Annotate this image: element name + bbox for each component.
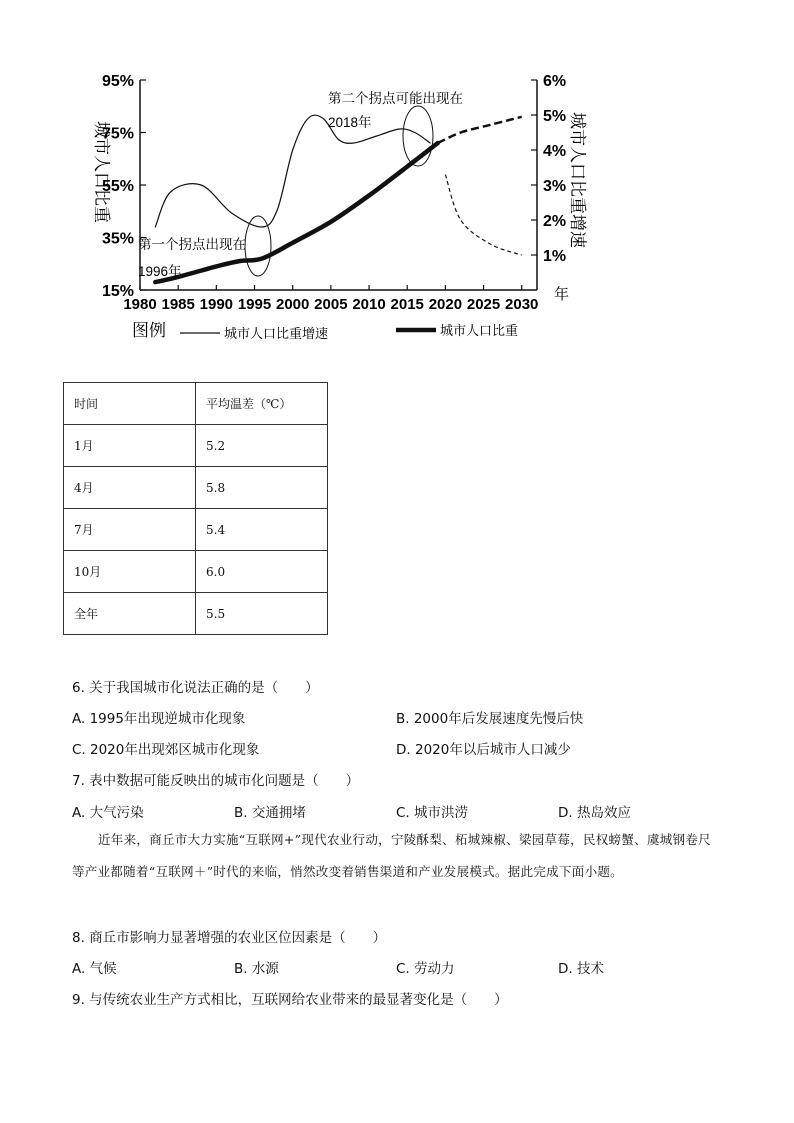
right-tick-label: 6% <box>543 73 567 90</box>
table-row <box>64 593 328 635</box>
legend-title: 图例 <box>132 321 166 340</box>
annotation-2-line1: 第二个拐点可能出现在 <box>328 91 463 106</box>
question-7-stem: 7. 表中数据可能反映出的城市化问题是（ ） <box>72 773 360 789</box>
question-6-option-c: C. 2020年出现郊区城市化现象 <box>72 742 260 758</box>
question-8-option-b: B. 水源 <box>234 961 279 977</box>
legend-thin-label: 城市人口比重增速 <box>224 326 329 341</box>
table-header-cell: 时间 <box>64 383 196 425</box>
question-8-stem: 8. 商丘市影响力显著增强的农业区位因素是（ ） <box>72 930 387 946</box>
x-tick-label: 2005 <box>314 296 348 313</box>
table-row <box>64 551 328 593</box>
table-cell: 6.0 <box>196 551 328 593</box>
table-cell: 7月 <box>64 509 196 551</box>
annotation-1-line2: 1996年 <box>138 264 182 279</box>
table-cell: 10月 <box>64 551 196 593</box>
urbanization-chart <box>60 60 620 350</box>
x-tick-label: 2015 <box>390 296 424 313</box>
urban-share-projection <box>438 117 522 143</box>
left-tick-label: 75% <box>101 125 134 143</box>
right-axis-label: 城市人口比重增速 <box>568 112 587 248</box>
question-8-option-d: D. 技术 <box>558 961 604 977</box>
x-tick-label: 1990 <box>199 296 234 313</box>
x-tick-label: 2000 <box>276 296 310 313</box>
reading-passage: 近年来，商丘市大力实施“互联网+”现代农业行动，宁陵酥梨、柘城辣椒、梁园草莓，民权螃蟹、虞城钢卷尺等产业都随着“互联网＋”时代的来临，悄然改变着销售渠道和产业发展模式。据此完成下面小题。 <box>72 832 711 879</box>
x-tick-label: 1980 <box>123 296 157 313</box>
urban-growth-projection <box>445 175 521 256</box>
table-cell: 5.8 <box>196 467 328 509</box>
inflection-circle-1 <box>245 216 271 276</box>
table-cell: 5.4 <box>196 509 328 551</box>
left-tick-label: 95% <box>101 73 134 90</box>
table-row <box>64 467 328 509</box>
x-tick-label: 1995 <box>237 296 272 313</box>
x-tick-label: 2030 <box>505 296 539 313</box>
question-8-option-a: A. 气候 <box>72 961 117 977</box>
question-8-option-c: C. 劳动力 <box>396 961 455 977</box>
chart-legend <box>132 321 518 341</box>
annotation-1-line1: 第一个拐点出现在 <box>138 237 246 252</box>
urban-growth-line <box>155 115 430 227</box>
x-unit-label: 年 <box>554 286 570 303</box>
table-cell: 5.5 <box>196 593 328 635</box>
question-6-option-d: D. 2020年以后城市人口减少 <box>396 742 571 758</box>
question-7-option-c: C. 城市洪涝 <box>396 805 469 821</box>
table-row <box>64 509 328 551</box>
right-tick-label: 4% <box>543 143 567 160</box>
table-row <box>64 425 328 467</box>
question-6-option-b: B. 2000年后发展速度先慢后快 <box>396 711 584 727</box>
question-7-option-a: A. 大气污染 <box>72 805 144 821</box>
x-tick-label: 1985 <box>161 296 195 313</box>
table-header-cell: 平均温差（℃） <box>196 383 328 425</box>
question-6-stem: 6. 关于我国城市化说法正确的是（ ） <box>72 680 319 696</box>
urban-share-line <box>155 143 438 282</box>
left-tick-label: 35% <box>101 230 134 248</box>
table-cell: 5.2 <box>196 425 328 467</box>
question-7-option-b: B. 交通拥堵 <box>234 805 306 821</box>
right-tick-label: 2% <box>543 213 567 230</box>
question-6-option-a: A. 1995年出现逆城市化现象 <box>72 711 246 727</box>
table-header-row <box>64 383 328 425</box>
right-tick-label: 5% <box>543 108 567 125</box>
right-tick-label: 3% <box>543 178 567 195</box>
left-tick-label: 55% <box>101 178 134 195</box>
table-cell: 全年 <box>64 593 196 635</box>
table-cell: 1月 <box>64 425 196 467</box>
left-axis-label: 城市人口比重 <box>92 121 111 223</box>
legend-thick-label: 城市人口比重 <box>440 323 519 338</box>
series-layer <box>155 115 521 282</box>
table-cell: 4月 <box>64 467 196 509</box>
left-tick-label: 15% <box>101 283 134 300</box>
x-tick-label: 2025 <box>466 296 501 313</box>
annotation-2-line2: 2018年 <box>328 115 372 130</box>
temperature-table <box>63 382 328 635</box>
question-7-option-d: D. 热岛效应 <box>558 805 631 821</box>
question-9-stem: 9. 与传统农业生产方式相比，互联网给农业带来的最显著变化是（ ） <box>72 992 508 1008</box>
x-tick-group <box>123 285 538 313</box>
right-tick-label: 1% <box>543 248 567 265</box>
x-tick-label: 2020 <box>428 296 463 313</box>
x-tick-label: 2010 <box>352 296 386 313</box>
